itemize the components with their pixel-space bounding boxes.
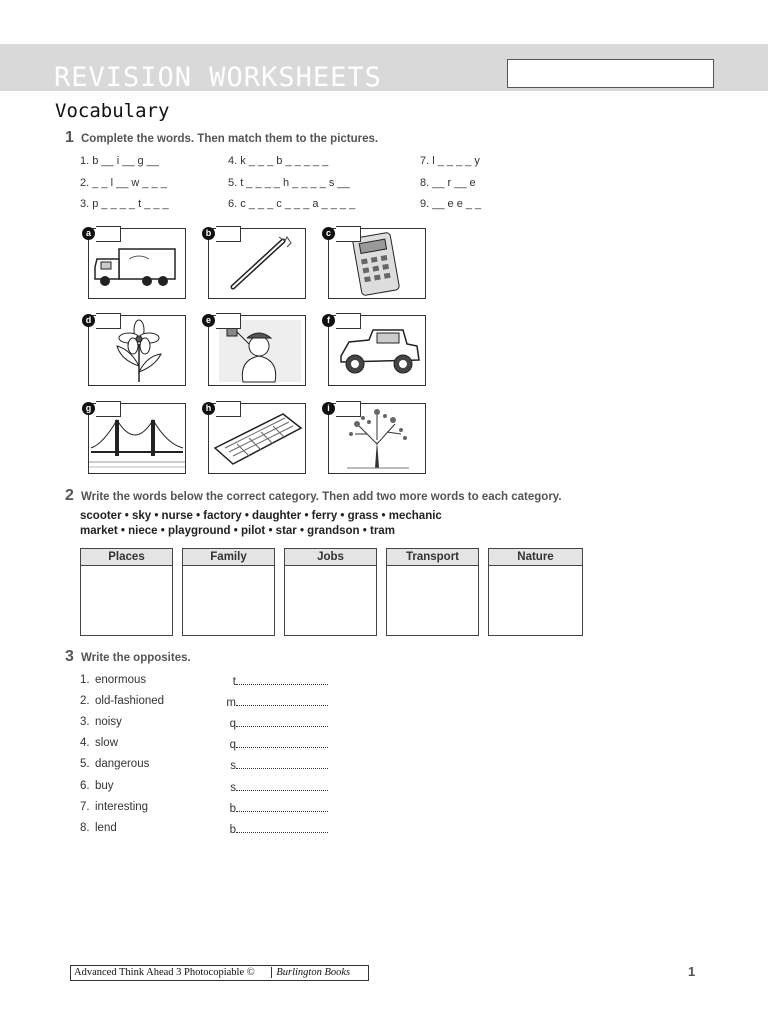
hint-letter: b — [229, 803, 236, 815]
opposite-answer-field[interactable] — [226, 674, 330, 688]
hint-letter: b — [229, 824, 236, 836]
opposite-word: buy — [95, 780, 114, 792]
opposite-number: 5. — [80, 758, 90, 770]
ex1-item-1[interactable]: 1. b __ i __ g __ — [80, 155, 159, 167]
publisher-name: Burlington Books — [271, 967, 350, 978]
answer-line — [236, 758, 328, 769]
opposite-answer-field[interactable] — [226, 801, 330, 815]
opposite-answer-field[interactable] — [226, 737, 330, 751]
picture-f-label: f — [322, 314, 335, 327]
exercise-3-instruction: Write the opposites. — [81, 652, 191, 664]
category-header: Transport — [387, 549, 478, 566]
opposite-word: lend — [95, 822, 117, 834]
exercise-1-number: 1 — [65, 129, 74, 146]
category-box-nature[interactable] — [488, 548, 583, 636]
opposite-number: 4. — [80, 737, 90, 749]
category-header: Jobs — [285, 549, 376, 566]
footer-copyright — [70, 965, 369, 981]
answer-line — [236, 822, 328, 833]
answer-line — [236, 801, 328, 812]
picture-b-label: b — [202, 227, 215, 240]
worksheet-title: REVISION WORKSHEETS — [54, 62, 382, 93]
picture-h-label: h — [202, 402, 215, 415]
picture-g-answer-box[interactable] — [96, 401, 121, 417]
hint-letter: q — [229, 739, 236, 751]
answer-line — [236, 695, 328, 706]
picture-h-answer-box[interactable] — [216, 401, 241, 417]
opposite-word: enormous — [95, 674, 147, 686]
opposite-number: 6. — [80, 780, 90, 792]
category-header: Nature — [489, 549, 582, 566]
exercise-3-number: 3 — [65, 648, 74, 665]
opposite-word: slow — [95, 737, 119, 749]
name-field[interactable] — [507, 59, 714, 88]
opposite-answer-field[interactable] — [226, 716, 330, 730]
picture-f-answer-box[interactable] — [336, 313, 361, 329]
ex1-item-8[interactable]: 8. __ r __ e — [420, 177, 476, 189]
category-header: Family — [183, 549, 274, 566]
hint-letter: q — [229, 718, 236, 730]
ex1-item-4[interactable]: 4. k _ _ _ b _ _ _ _ _ — [228, 155, 329, 167]
opposite-answer-field[interactable] — [226, 822, 330, 836]
picture-c-label: c — [322, 227, 335, 240]
ex1-item-2[interactable]: 2. _ _ l __ w _ _ _ — [80, 177, 167, 189]
category-box-places[interactable] — [80, 548, 173, 636]
ex1-item-6[interactable]: 6. c _ _ _ c _ _ _ a _ _ _ _ — [228, 198, 356, 210]
exercise-2-instruction: Write the words below the correct category. Then add two more words to each category. — [81, 491, 562, 503]
picture-e-answer-box[interactable] — [216, 313, 241, 329]
exercise-2-number: 2 — [65, 487, 74, 504]
opposite-number: 2. — [80, 695, 90, 707]
picture-e-label: e — [202, 314, 215, 327]
ex1-item-7[interactable]: 7. l _ _ _ _ y — [420, 155, 480, 167]
category-box-family[interactable] — [182, 548, 275, 636]
category-box-transport[interactable] — [386, 548, 479, 636]
hint-letter: s — [230, 760, 236, 772]
word-bank-line-1: scooter • sky • nurse • factory • daughter • ferry • grass • mechanic — [80, 510, 442, 522]
ex1-item-5[interactable]: 5. t _ _ _ _ h _ _ _ _ s __ — [228, 177, 350, 189]
opposite-number: 1. — [80, 674, 90, 686]
answer-line — [236, 737, 328, 748]
picture-a-label: a — [82, 227, 95, 240]
category-header: Places — [81, 549, 172, 566]
opposite-word: old-fashioned — [95, 695, 165, 707]
hint-letter: t — [232, 676, 236, 688]
page-number: 1 — [688, 964, 696, 979]
opposite-answer-field[interactable] — [226, 695, 330, 709]
opposite-number: 3. — [80, 716, 90, 728]
exercise-1-instruction: Complete the words. Then match them to the pictures. — [81, 133, 379, 145]
opposite-word: noisy — [95, 716, 122, 728]
picture-b-answer-box[interactable] — [216, 226, 241, 242]
word-bank-line-2: market • niece • playground • pilot • star • grandson • tram — [80, 525, 395, 537]
category-box-jobs[interactable] — [284, 548, 377, 636]
footer-text: Advanced Think Ahead 3 Photocopiable © — [74, 967, 255, 978]
picture-i-answer-box[interactable] — [336, 401, 361, 417]
opposite-word: dangerous — [95, 758, 150, 770]
picture-d-answer-box[interactable] — [96, 313, 121, 329]
ex1-item-9[interactable]: 9. __ e e _ _ — [420, 198, 482, 210]
picture-a-answer-box[interactable] — [96, 226, 121, 242]
answer-line — [236, 674, 328, 685]
hint-letter: s — [230, 782, 236, 794]
picture-i-label: i — [322, 402, 335, 415]
opposite-word: interesting — [95, 801, 149, 813]
ex1-item-3[interactable]: 3. p _ _ _ _ t _ _ _ — [80, 198, 169, 210]
picture-d-label: d — [82, 314, 95, 327]
section-title: Vocabulary — [55, 100, 170, 122]
opposite-number: 8. — [80, 822, 90, 834]
picture-g-label: g — [82, 402, 95, 415]
hint-letter: m — [226, 697, 236, 709]
answer-line — [236, 780, 328, 791]
opposite-answer-field[interactable] — [226, 758, 330, 772]
opposite-number: 7. — [80, 801, 90, 813]
opposite-answer-field[interactable] — [226, 780, 330, 794]
picture-c-answer-box[interactable] — [336, 226, 361, 242]
answer-line — [236, 716, 328, 727]
